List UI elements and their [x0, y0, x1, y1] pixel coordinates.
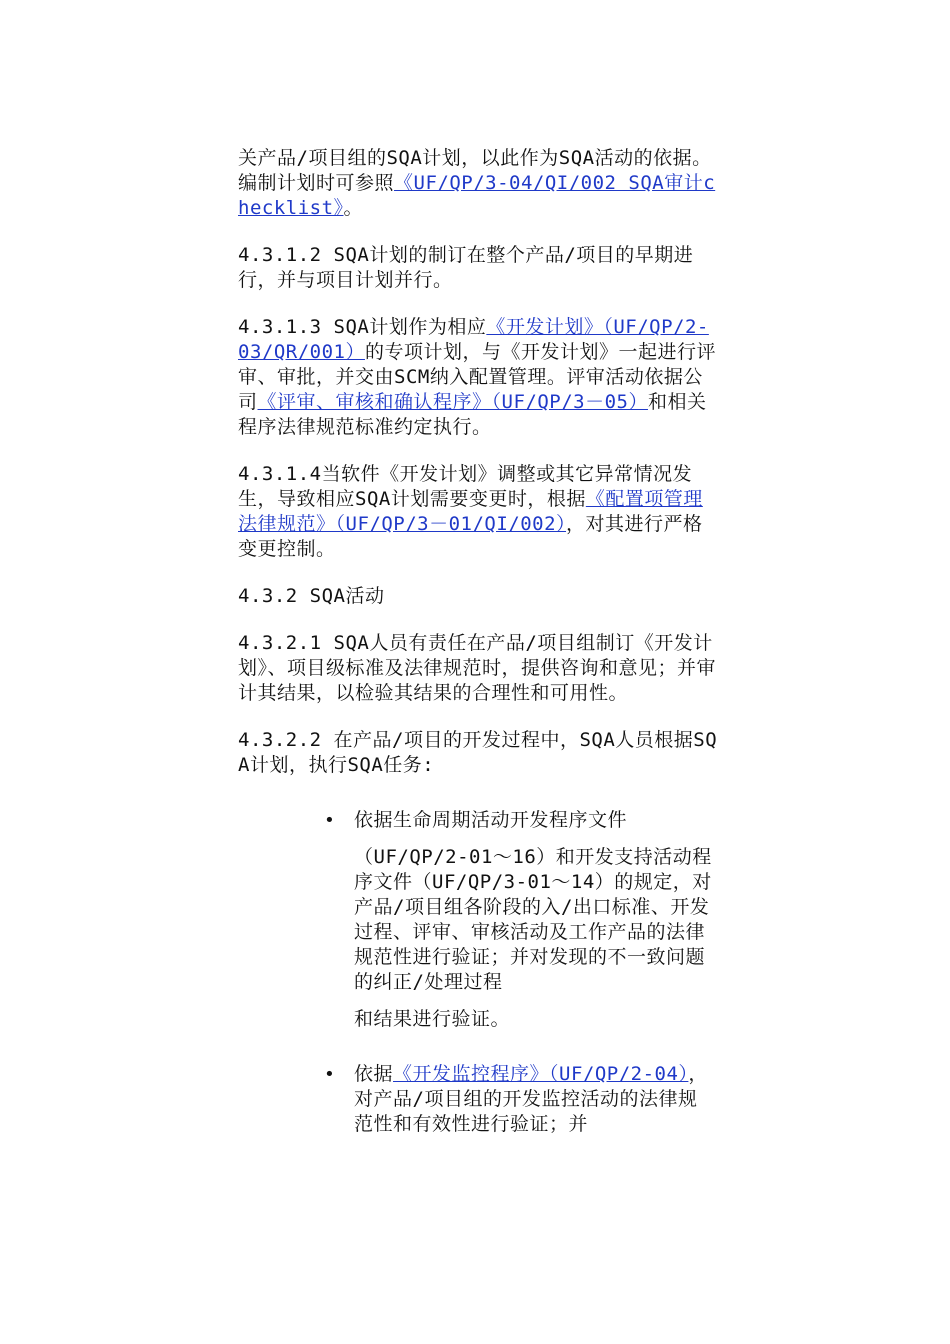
list-item-text: （UF/QP/2-01～16）和开发支持活动程序文件（UF/QP/3-01～14）的规定，对产品/项目组各阶段的入/出口标准、开发过程、评审、审核活动及工作产品的法律规范性进行验证；并对发现的不一致问题的纠正/处理过程 — [354, 846, 712, 993]
paragraph-text: ，对其进行严格变更控制。 — [238, 513, 703, 560]
paragraph-text: 关产品/项目组的SQA计划，以此作为SQA活动的依据。编制计划时可参照 — [238, 147, 712, 194]
bullet-icon: • — [324, 1064, 336, 1085]
list-item-text: 和结果进行验证。 — [354, 1008, 511, 1030]
list-item-text: ，对产品/项目组的开发监控活动的法律规范性和有效性进行验证；并 — [354, 1063, 708, 1135]
document-body — [238, 146, 718, 1167]
link-development-plan[interactable]: 《开发计划》（UF/QP/2-03/QR/001） — [238, 316, 709, 363]
paragraph-4-3-2-2 — [238, 728, 718, 778]
paragraph-sqa-plan-basis — [238, 146, 718, 221]
bullet-icon: • — [324, 810, 336, 831]
list-item — [324, 808, 712, 1032]
link-review-audit-procedure[interactable]: 《评审、审核和确认程序》（UF/QP/3－05） — [257, 391, 648, 413]
paragraph-text: 和相关程序法律规范标准约定执行。 — [238, 391, 707, 438]
paragraph-4-3-1-2 — [238, 243, 718, 293]
list-item-text: 依据 — [354, 1063, 394, 1085]
heading-text: 4.3.2 SQA活动 — [238, 585, 385, 607]
paragraph-4-3-2-1 — [238, 631, 718, 706]
paragraph-text: 4.3.2.1 SQA人员有责任在产品/项目组制订《开发计划》、项目级标准及法律规范时，提供咨询和意见；并审计其结果，以检验其结果的合理性和可用性。 — [238, 632, 717, 704]
paragraph-text: 的专项计划，与《开发计划》一起进行评审、审批，并交由SCM纳入配置管理。评审活动依据公司 — [238, 341, 716, 413]
list-item — [324, 1062, 712, 1137]
paragraph-text: 4.3.1.2 SQA计划的制订在整个产品/项目的早期进行，并与项目计划并行。 — [238, 244, 694, 291]
link-sqa-audit-checklist[interactable]: 《UF/QP/3-04/QI/002 SQA审计checklist》 — [238, 172, 716, 219]
line-gap — [354, 995, 712, 1007]
list-item-text: 依据生命周期活动开发程序文件 — [354, 809, 628, 831]
paragraph-4-3-1-4 — [238, 462, 718, 562]
paragraph-text: 4.3.2.2 在产品/项目的开发过程中，SQA人员根据SQA计划，执行SQA任务: — [238, 729, 718, 776]
paragraph-4-3-1-3 — [238, 315, 718, 440]
paragraph-text: 4.3.1.3 SQA计划作为相应 — [238, 316, 487, 338]
link-development-monitoring-procedure[interactable]: 《开发监控程序》（UF/QP/2-04） — [393, 1063, 689, 1085]
link-config-item-management[interactable]: 《配置项管理法律规范》（UF/QP/3－01/QI/002） — [238, 488, 703, 535]
paragraph-text: 4.3.1.4当软件《开发计划》调整或其它异常情况发生，导致相应SQA计划需要变更时，根据 — [238, 463, 693, 510]
section-heading-4-3-2 — [238, 584, 718, 609]
sqa-task-list — [324, 808, 712, 1137]
line-gap — [354, 833, 712, 845]
paragraph-text: 。 — [343, 197, 364, 219]
